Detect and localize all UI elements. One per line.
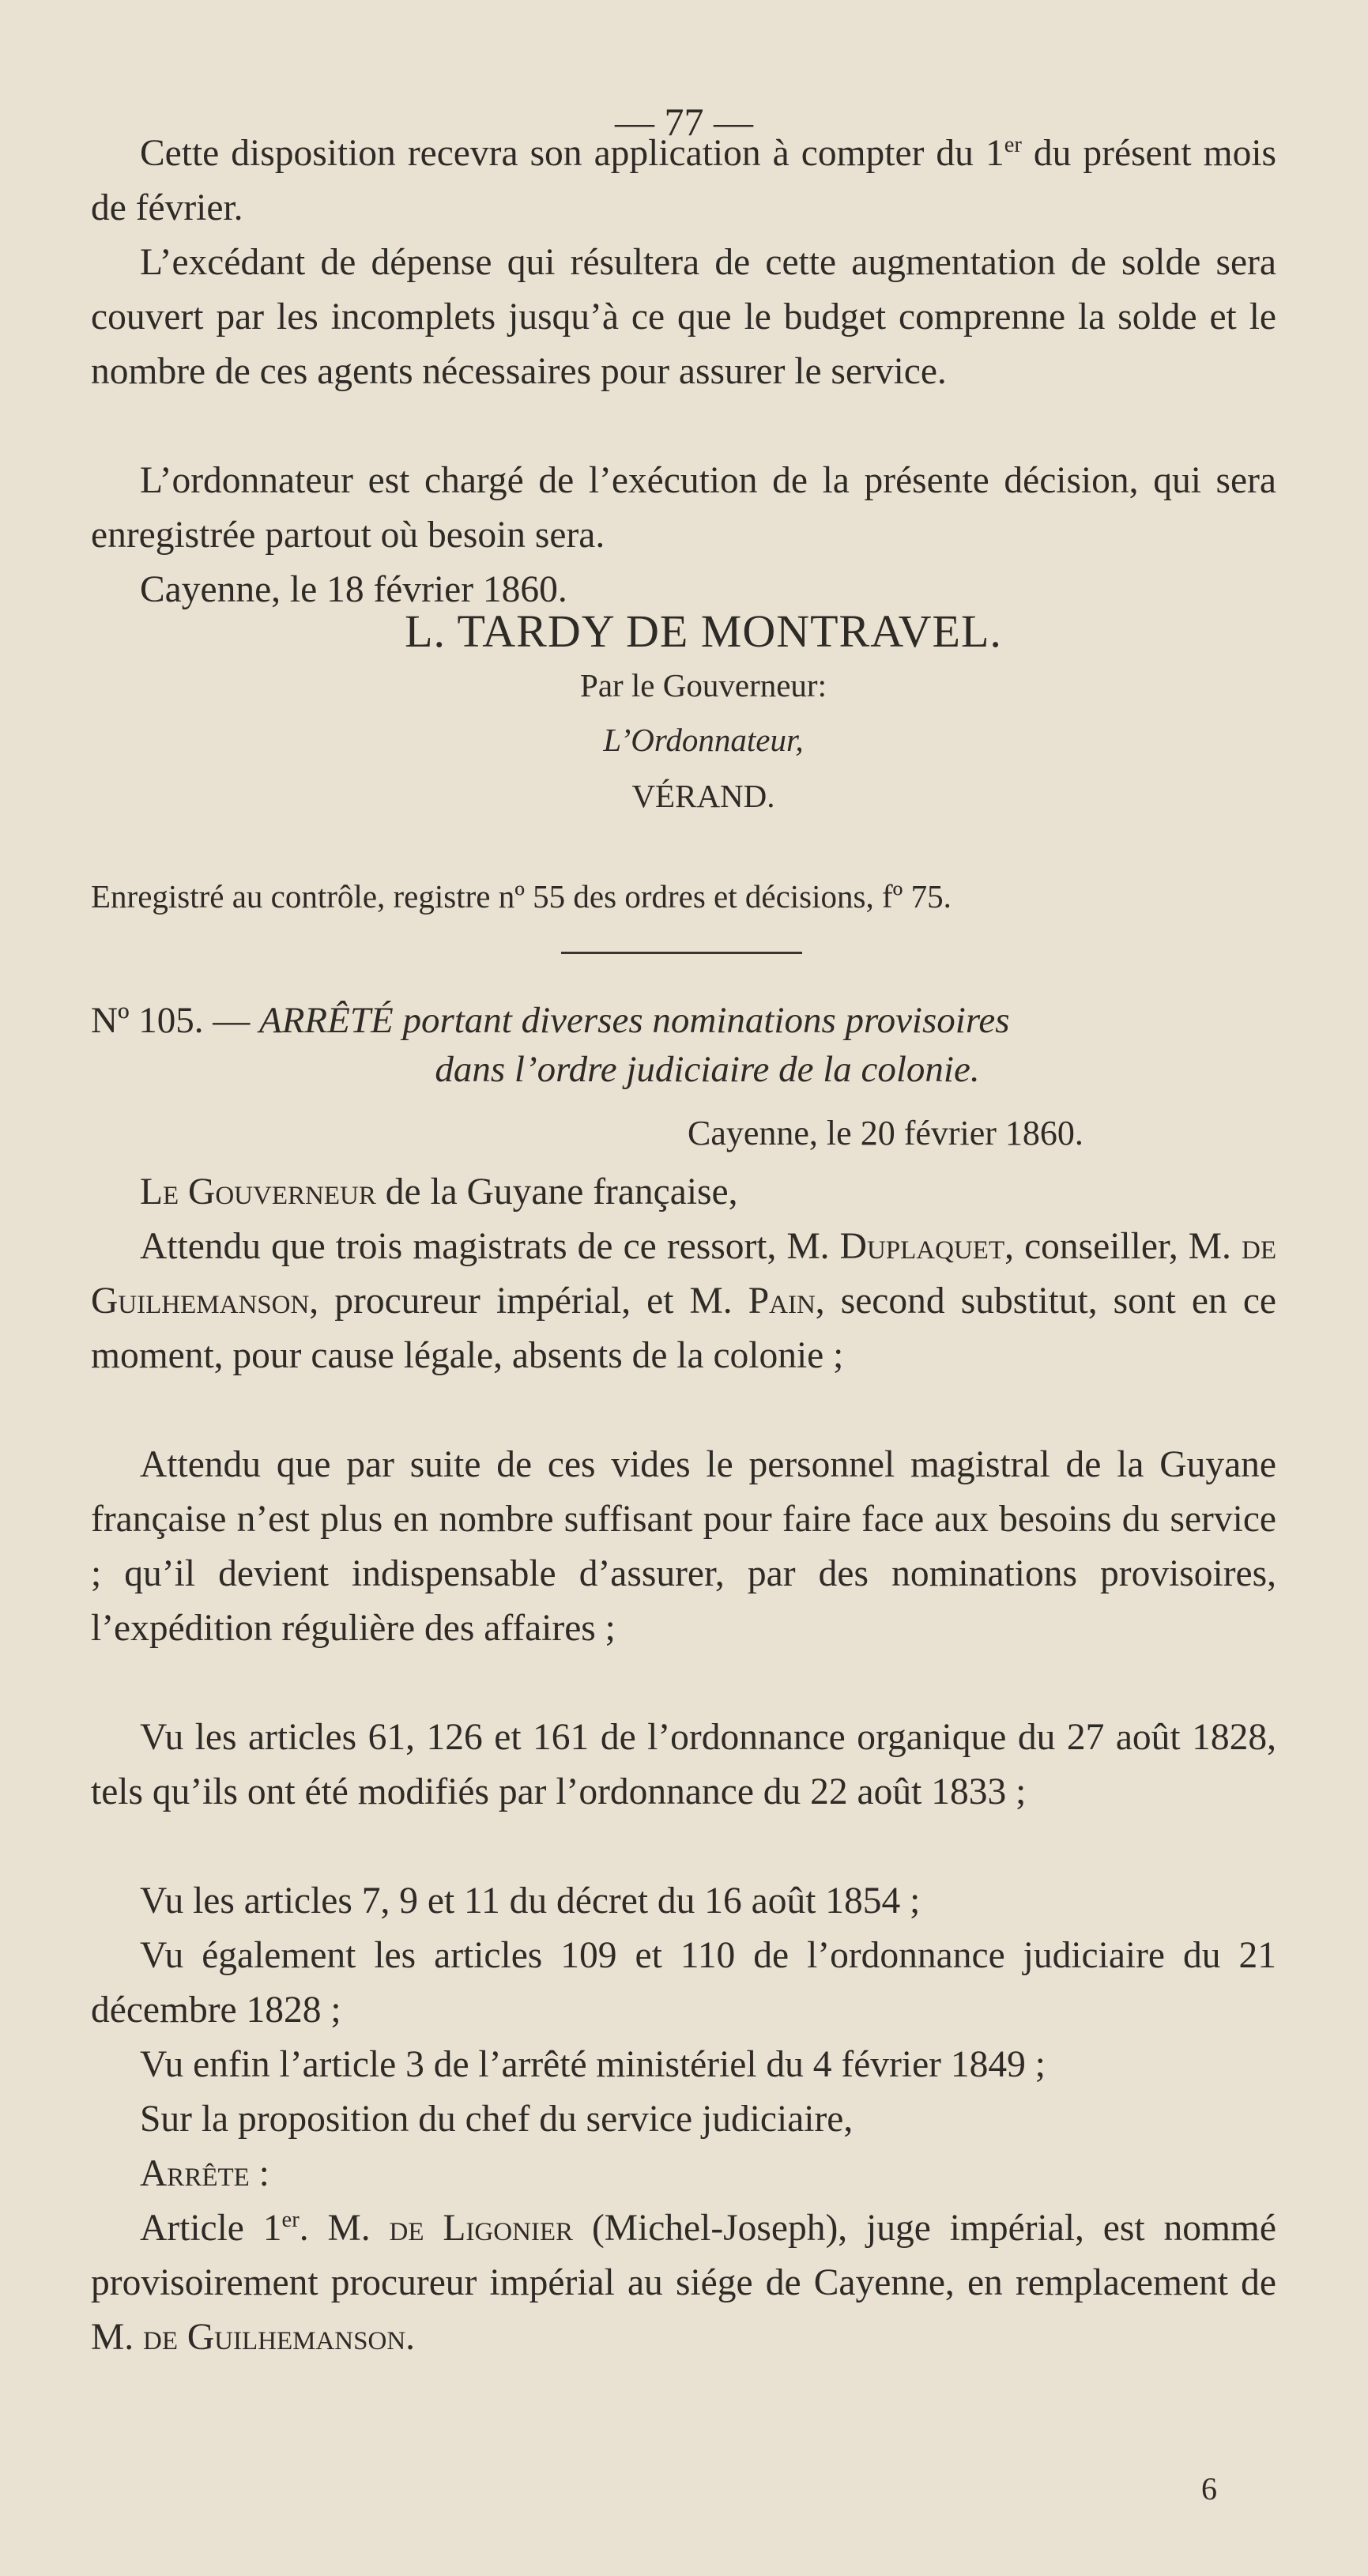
paragraph-vu-3: Vu également les articles 109 et 110 de l’ordonnance judiciaire du 21 décembre 1828 ;	[91, 1935, 1276, 2031]
text: Cette disposition recevra son application à compter du 1	[140, 133, 1004, 174]
paragraph-vu-2: Vu les articles 7, 9 et 11 du décret du 16 août 1854 ;	[140, 1880, 921, 1922]
registration-note: Enregistré au contrôle, registre nº 55 des ordres et décisions, fº 75.	[91, 878, 952, 915]
text: Le Gouverneur	[140, 1171, 376, 1213]
person-name: de Guilhemanson	[91, 1226, 1276, 1322]
arrete-heading-line-1	[91, 996, 1276, 1045]
paragraph-excedent: L’excédant de dépense qui résultera de cette augmentation de solde sera couvert par les incomplets jusqu’à ce que le budget comprenne la solde et le nombre de ces agents nécessaires pour assurer le service.	[91, 242, 1276, 392]
text: Attendu que trois magistrats de ce ressort, M.	[140, 1226, 840, 1267]
text: , conseiller, M.	[1004, 1226, 1242, 1267]
arrete-title-1: ARRÊTÉ portant diverses nominations provisoires	[259, 1000, 1010, 1041]
arrete-heading	[91, 996, 1276, 1094]
paragraph-continuation	[91, 126, 1276, 236]
paragraph-gouverneur	[91, 1165, 1276, 1220]
place-date-1: Cayenne, le 18 février 1860.	[140, 569, 567, 610]
text: Article 1	[140, 2208, 282, 2249]
paragraph-proposition: Sur la proposition du chef du service judiciaire,	[140, 2099, 854, 2140]
place-date-2: Cayenne, le 20 février 1860.	[688, 1114, 1083, 1152]
ordonnateur-title: L’Ordonnateur,	[603, 722, 804, 758]
arrete-label: Arrête :	[140, 2153, 269, 2194]
text: . M.	[299, 2208, 390, 2249]
person-name: de Guilhemanson	[143, 2317, 406, 2358]
paragraph-attendu-2: Attendu que par suite de ces vides le personnel magistral de la Guyane française n’est plus en nombre suffisant pour faire face aux besoins du service ; qu’il devient indispensable d’assurer, par des nominations provisoires, l’expédition régulière des affaires ;	[91, 1444, 1276, 1649]
separator-rule	[561, 952, 802, 954]
paragraph-article-1	[91, 2201, 1276, 2365]
person-name: Duplaquet	[839, 1226, 1005, 1267]
text: de la Guyane française,	[375, 1171, 738, 1213]
superscript: er	[281, 2208, 300, 2233]
paragraph-vu-1: Vu les articles 61, 126 et 161 de l’ordonnance organique du 27 août 1828, tels qu’ils ont été modifiés par l’ordonnance du 22 août 1833 ;	[91, 1717, 1276, 1812]
par-le-gouverneur: Par le Gouverneur:	[580, 667, 827, 703]
text: du présent mois de février.	[91, 133, 1277, 228]
signatory: L. TARDY DE MONTRAVEL.	[405, 605, 1002, 657]
signature-mark: 6	[1201, 2471, 1217, 2506]
person-name: Pain	[748, 1280, 816, 1322]
paragraph-vu-4: Vu enfin l’article 3 de l’arrêté ministériel du 4 février 1849 ;	[140, 2044, 1046, 2085]
page-number: — 77 —	[615, 100, 753, 144]
text: .	[405, 2317, 416, 2358]
ordonnateur-name: VÉRAND.	[631, 778, 775, 814]
text: , procureur impérial, et M.	[309, 1280, 748, 1322]
paragraph-ordonnateur: L’ordonnateur est chargé de l’exécution de la présente décision, qui sera enregistrée partout où besoin sera.	[91, 460, 1276, 556]
person-name: de Ligonier	[389, 2208, 574, 2249]
arrete-title-2: dans l’ordre judiciaire de la colonie.	[435, 1049, 980, 1090]
paragraph-attendu-1	[91, 1220, 1276, 1383]
superscript: er	[1004, 133, 1022, 158]
arrete-number: Nº 105. —	[91, 1000, 251, 1041]
text: , second substitut, sont en ce moment, pour cause légale, absents de la colonie ;	[91, 1280, 1276, 1376]
text: (Michel-Joseph), juge impérial, est nommé provisoirement procureur impérial au siége de Cayenne, en remplacement de M.	[91, 2208, 1276, 2358]
